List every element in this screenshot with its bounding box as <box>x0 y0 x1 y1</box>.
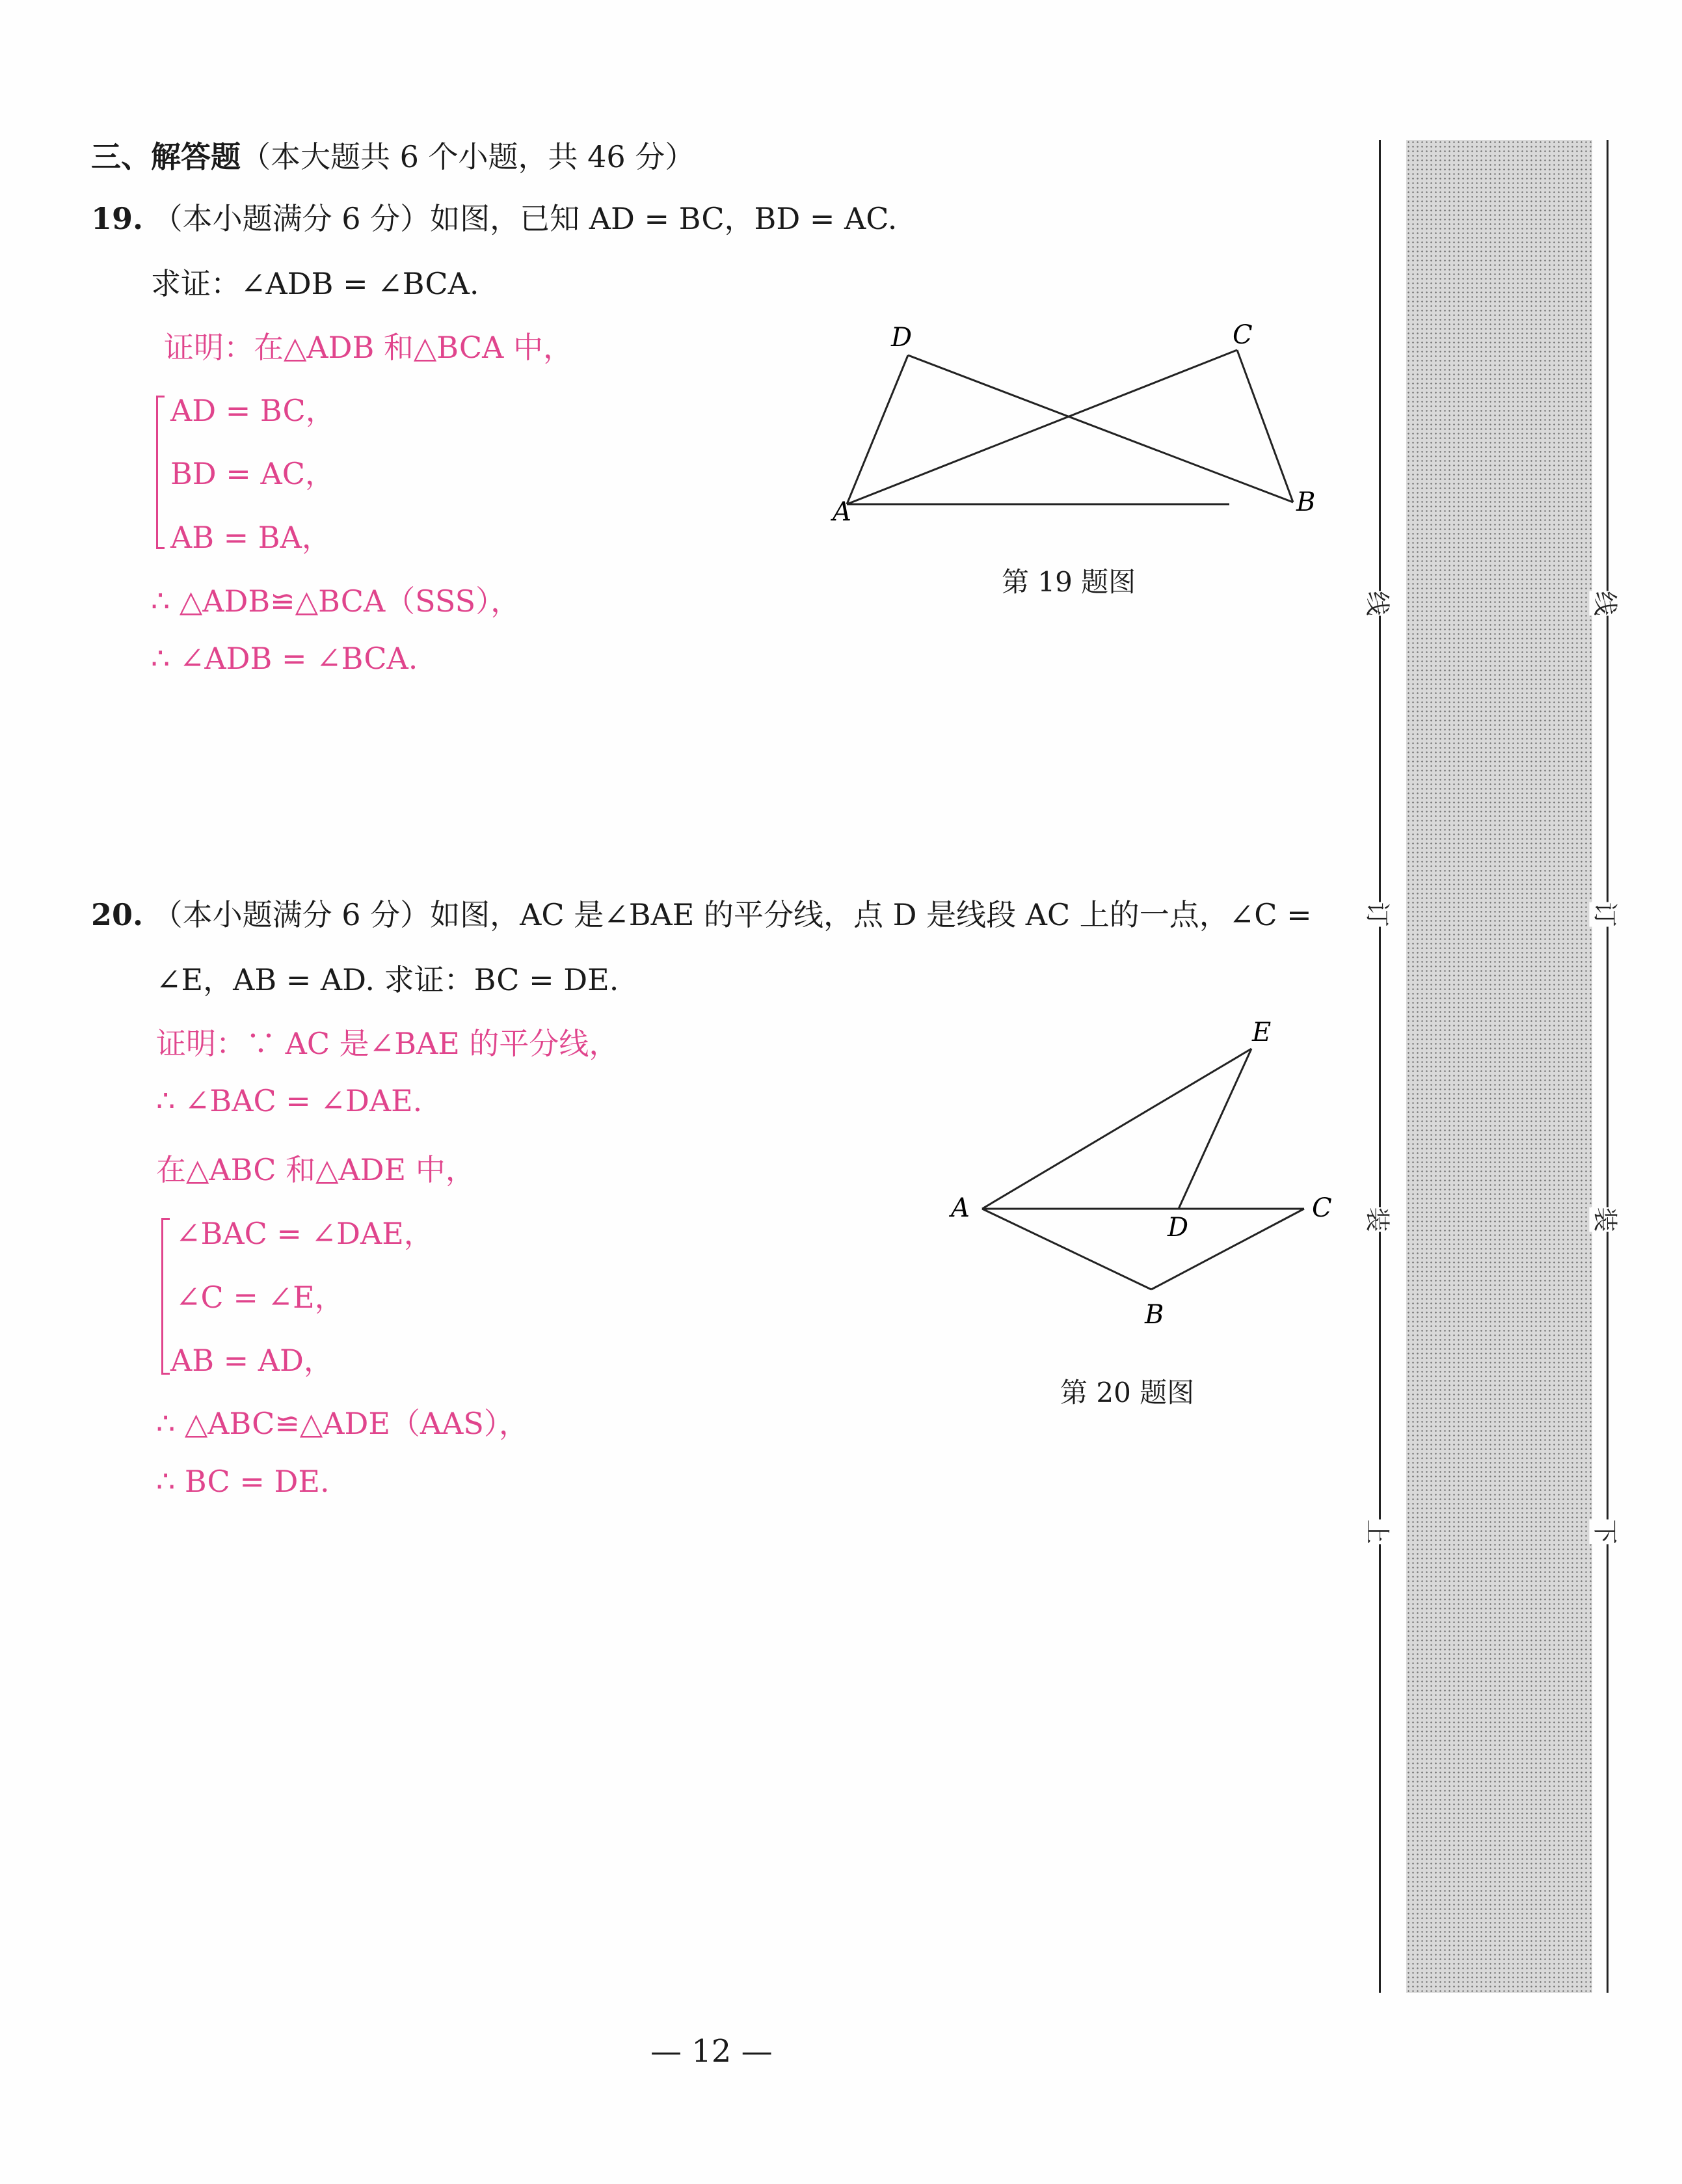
binding-line-left <box>1379 140 1381 1993</box>
binding-right-char-3: 装 <box>1590 1207 1625 1232</box>
q20-proof-line-7: ∴ △ABC≌△ADE（AAS）， <box>156 1406 529 1441</box>
q19-statement-line <box>91 195 897 238</box>
q20-proof-line-8: ∴ BC = DE. <box>156 1464 330 1499</box>
q19-segment-ad <box>847 355 908 504</box>
q19-segment-cb <box>1237 350 1293 502</box>
q20-proof-line-4: ∠BAC = ∠DAE， <box>176 1216 434 1251</box>
q20-label-c: C <box>1312 1193 1332 1223</box>
q19-number: 19. <box>91 201 144 236</box>
section-header <box>91 133 695 176</box>
binding-right-char-4: 下 <box>1590 1519 1625 1544</box>
q20-proof-line-1: 证明：∵ AC 是∠BAE 的平分线， <box>156 1026 619 1061</box>
q20-segment-ed <box>1179 1049 1251 1209</box>
page-number: — 12 — <box>650 2033 773 2069</box>
q19-to-prove: 求证：∠ADB = ∠BCA. <box>151 266 479 301</box>
q19-proof-line-4: AB = BA， <box>170 520 332 555</box>
q20-figure <box>943 1015 1346 1347</box>
binding-right-char-1: 线 <box>1590 591 1625 615</box>
q20-statement-line <box>91 891 1312 934</box>
q20-proof-line-5: ∠C = ∠E， <box>176 1280 345 1315</box>
q19-figure-caption: 第 19 题图 <box>1002 566 1136 598</box>
q19-segment-db <box>908 355 1293 502</box>
binding-left-char-3: 装 <box>1362 1207 1398 1232</box>
q19-proof-line-3: BD = AC， <box>170 456 335 491</box>
q20-label-e: E <box>1252 1018 1272 1047</box>
q19-label-a: A <box>833 497 851 527</box>
binding-left-char-2: 订 <box>1362 902 1398 926</box>
q20-number: 20. <box>91 897 144 932</box>
q19-label-d: D <box>891 323 913 353</box>
q20-proof-line-3: 在△ABC 和△ADE 中， <box>156 1152 475 1187</box>
q20-label-a: A <box>951 1193 970 1223</box>
q19-label-b: B <box>1296 487 1316 517</box>
q20-segment-ab <box>982 1209 1151 1289</box>
q20-segment-ae <box>982 1049 1251 1209</box>
q19-figure <box>826 319 1327 533</box>
q20-statement-cont: ∠E，AB = AD. 求证：BC = DE. <box>156 962 619 997</box>
q20-figure-caption: 第 20 题图 <box>1060 1377 1195 1409</box>
binding-left-char-4: 上 <box>1362 1519 1398 1544</box>
q19-proof-line-6: ∴ ∠ADB = ∠BCA. <box>151 641 418 676</box>
q19-brace <box>156 396 165 549</box>
q20-statement: （本小题满分 6 分）如图，AC 是∠BAE 的平分线，点 D 是线段 AC 上的一点，∠C = <box>152 897 1312 932</box>
binding-line-right <box>1607 140 1609 1993</box>
q20-label-b: B <box>1145 1300 1164 1330</box>
q20-label-d: D <box>1168 1213 1189 1243</box>
q19-proof-line-5: ∴ △ADB≌△BCA（SSS）， <box>151 584 521 619</box>
q19-proof-line-2: AD = BC， <box>170 393 336 428</box>
q20-proof-line-2: ∴ ∠BAC = ∠DAE. <box>156 1083 423 1118</box>
q19-label-c: C <box>1233 320 1253 350</box>
q20-proof-line-6: AB = AD， <box>170 1343 334 1378</box>
q19-segment-ac <box>847 350 1237 504</box>
q20-brace <box>161 1218 170 1375</box>
section-title: 三、解答题 <box>91 139 241 174</box>
q19-proof-line-1: 证明：在△ADB 和△BCA 中， <box>164 330 573 365</box>
binding-shaded-strip <box>1406 140 1592 1993</box>
section-info: （本大题共 6 个小题，共 46 分） <box>241 139 695 174</box>
binding-left-char-1: 线 <box>1362 591 1398 615</box>
q19-statement: （本小题满分 6 分）如图，已知 AD = BC，BD = AC. <box>152 201 898 236</box>
binding-right-char-2: 订 <box>1590 902 1625 926</box>
